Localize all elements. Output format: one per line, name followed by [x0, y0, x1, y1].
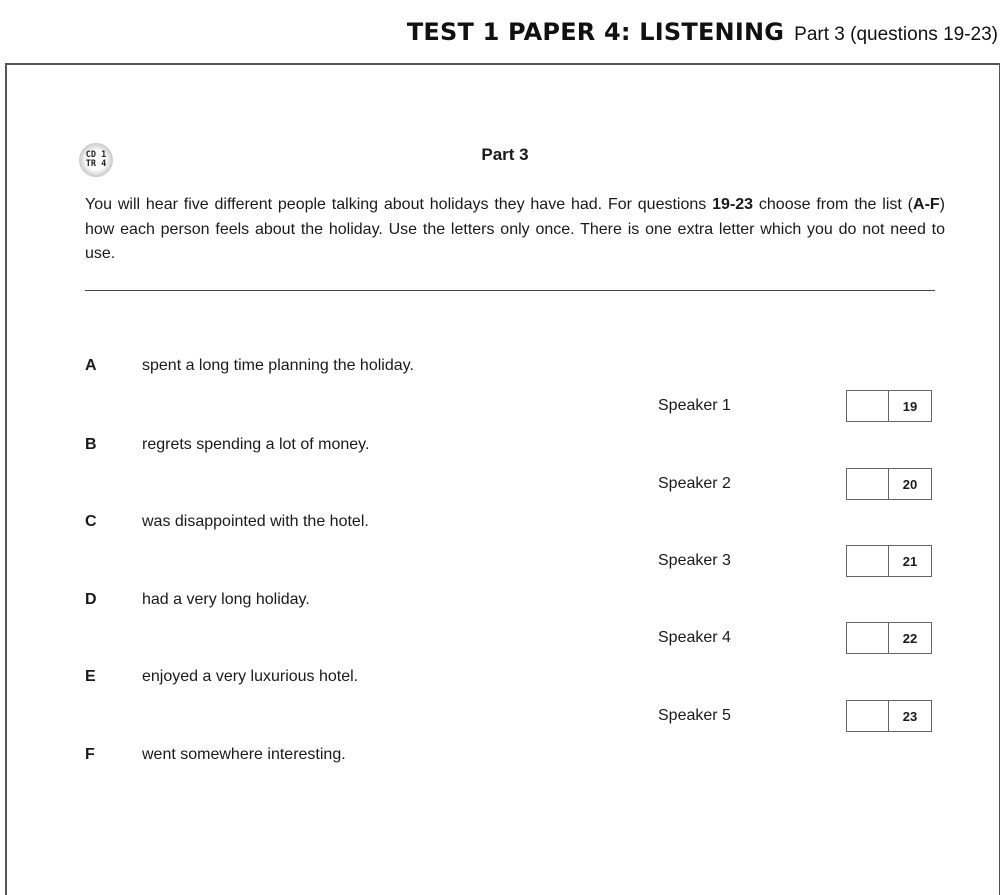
- answer-input-23[interactable]: [847, 701, 889, 731]
- option-letter: C: [85, 513, 97, 530]
- divider: [85, 290, 935, 291]
- instructions: [85, 193, 945, 267]
- question-number: 21: [902, 553, 918, 569]
- option-text: had a very long holiday.: [142, 591, 310, 608]
- question-range: 19-23: [712, 196, 754, 213]
- answer-input-20[interactable]: [847, 469, 889, 499]
- option-letter: A: [85, 357, 97, 374]
- speaker-1-label: Speaker 1: [658, 397, 731, 414]
- question-number: 19: [902, 398, 918, 414]
- option-text: enjoyed a very luxurious hotel.: [142, 668, 359, 685]
- answer-box-20: [846, 468, 932, 500]
- section-subtitle: Part 3 (questions 19-23): [794, 24, 998, 45]
- speaker-3-label: Speaker 3: [658, 552, 731, 569]
- option-letter: B: [85, 436, 97, 453]
- answer-box-19: [846, 390, 932, 422]
- speaker-5-label: Speaker 5: [658, 707, 731, 724]
- question-number: 20: [902, 476, 918, 492]
- option-text: regrets spending a lot of money.: [142, 436, 370, 453]
- answer-box-22: [846, 622, 932, 654]
- question-number: 22: [902, 630, 918, 646]
- answer-input-19[interactable]: [847, 391, 889, 421]
- option-text: went somewhere interesting.: [142, 746, 346, 763]
- answer-input-22[interactable]: [847, 623, 889, 653]
- instructions-text: choose from the list (: [753, 196, 914, 213]
- track-number: TR 4: [85, 159, 107, 169]
- letter-range: A-F: [913, 196, 940, 213]
- instructions-text: ) how each person feels about the holiday. Use the letters only once. There is one extra letter which you do not need to use.: [85, 196, 945, 262]
- answer-box-21: [846, 545, 932, 577]
- option-letter: D: [85, 591, 97, 608]
- answer-input-21[interactable]: [847, 546, 889, 576]
- speaker-2-label: Speaker 2: [658, 475, 731, 492]
- page-header: [407, 18, 998, 46]
- speaker-4-label: Speaker 4: [658, 629, 731, 646]
- option-letter: E: [85, 668, 96, 685]
- option-text: spent a long time planning the holiday.: [142, 357, 414, 374]
- part-heading: Part 3: [481, 145, 529, 164]
- instructions-text: You will hear five different people talking about holidays they have had. For questions: [85, 196, 713, 213]
- option-text: was disappointed with the hotel.: [142, 513, 369, 530]
- answer-box-23: [846, 700, 932, 732]
- option-letter: F: [85, 746, 95, 763]
- question-number: 23: [902, 708, 918, 724]
- cd-number: CD 1: [85, 150, 107, 160]
- test-title: TEST 1 PAPER 4: LISTENING: [406, 18, 785, 46]
